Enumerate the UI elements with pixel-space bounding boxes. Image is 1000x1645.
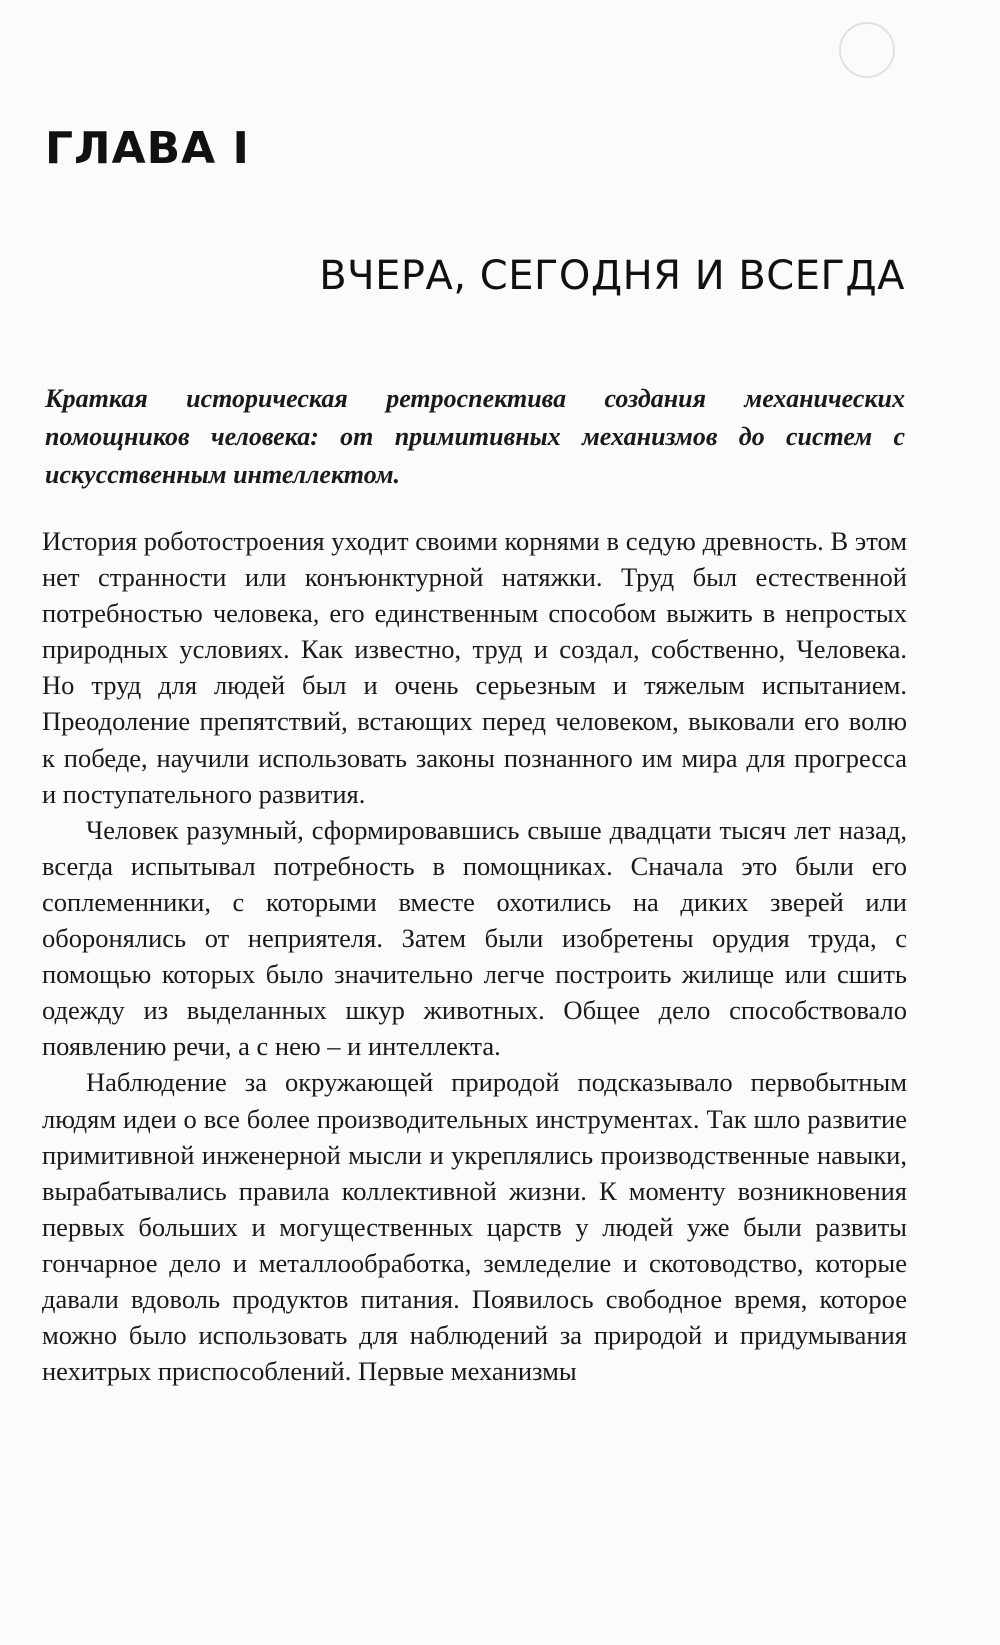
- paragraph-3: Наблюдение за окружающей природой подсказывало первобытным людям идеи о все более производительных инструментах. Так шло развитие примитивной инженерной мысли и укреплялись производственные навыки, вырабатывались правила коллективной жизни. К моменту возникновения первых больших и могущественных царств у людей уже были развиты гончарное дело и металлообработка, земледелие и скотоводство, которые давали вдоволь продуктов питания. Появилось свободное время, которое можно было использовать для наблюдений за природой и придумывания нехитрых приспособлений. Первые механизмы: [42, 1067, 907, 1387]
- body-text: [42, 523, 907, 1389]
- paragraph-2: Человек разумный, сформировавшись свыше двадцати тысяч лет назад, всегда испытывал потребность в помощниках. Сначала это были его соплеменники, с которыми вместе охотились на диких зверей или оборонялись от неприятеля. Затем были изобретены орудия труда, с помощью которых было значительно легче построить жилище или сшить одежду из выделанных шкур животных. Общее дело способствовало появлению речи, а с нею – и интеллекта.: [42, 814, 907, 1062]
- page-number-circle-bleed: [839, 22, 895, 78]
- chapter-label: ГЛАВА I: [45, 123, 250, 174]
- paragraph-1: История роботостроения уходит своими корнями в седую древность. В этом нет странности или конъюнктурной натяжки. Труд был естественной потребностью человека, его единственным способом выжить в непростых природных условиях. Как известно, труд и создал, собственно, Человека. Но труд для людей был и очень серьезным и тяжелым испытанием. Преодоление препятствий, встающих перед человеком, выковали его волю к победе, научили использовать законы познанного им мира для прогресса и поступательного развития.: [42, 526, 907, 809]
- chapter-epigraph: Краткая историческая ретроспектива создания механических помощников человека: от примитивных механизмов до систем с искусственным интеллектом.: [45, 384, 905, 489]
- chapter-title: ВЧЕРА, СЕГОДНЯ И ВСЕГДА: [319, 253, 905, 299]
